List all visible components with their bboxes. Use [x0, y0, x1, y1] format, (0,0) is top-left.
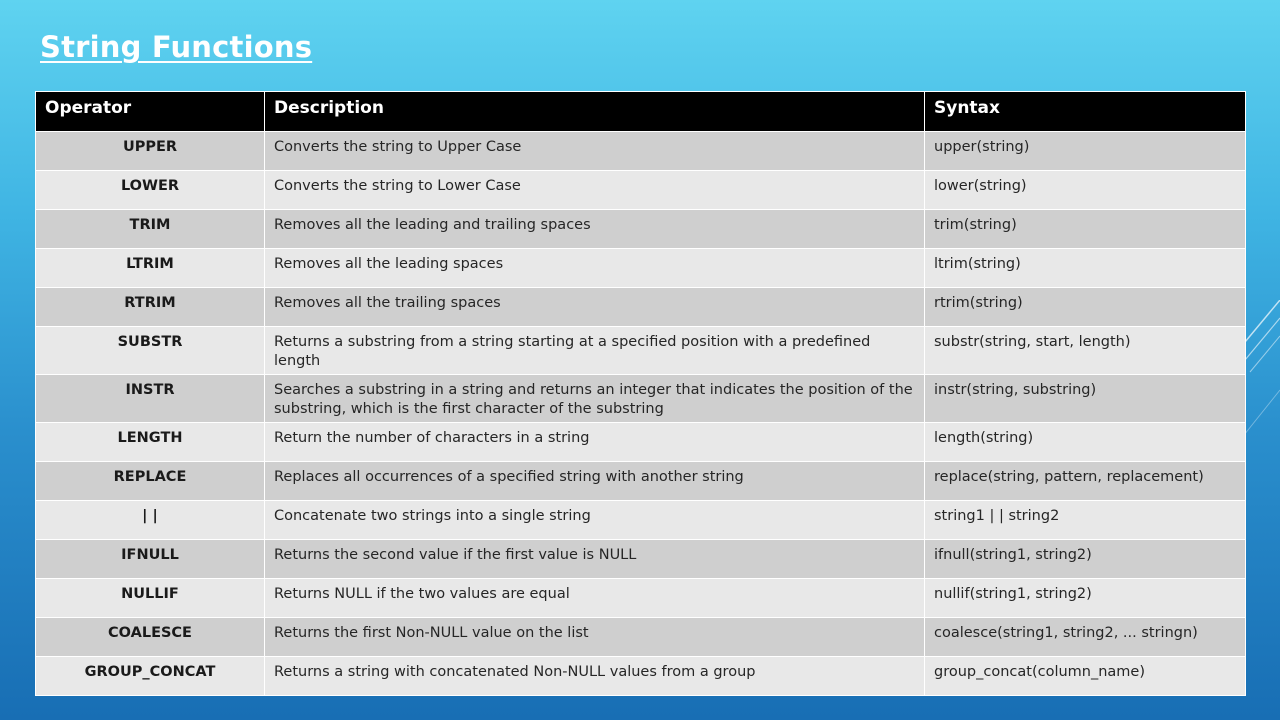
- syntax-cell: upper(string): [925, 132, 1246, 171]
- table-row: [36, 249, 1246, 288]
- syntax-cell: replace(string, pattern, replacement): [925, 462, 1246, 501]
- operator-cell: GROUP_CONCAT: [36, 657, 265, 696]
- operator-cell: NULLIF: [36, 579, 265, 618]
- table-row: [36, 288, 1246, 327]
- syntax-cell: string1 | | string2: [925, 501, 1246, 540]
- syntax-cell: group_concat(column_name): [925, 657, 1246, 696]
- description-cell: Returns a substring from a string starting at a specified position with a predefined length: [265, 327, 925, 375]
- syntax-cell: ifnull(string1, string2): [925, 540, 1246, 579]
- description-cell: Searches a substring in a string and returns an integer that indicates the position of the substring, which is the first character of the substring: [265, 375, 925, 423]
- description-cell: Returns NULL if the two values are equal: [265, 579, 925, 618]
- syntax-cell: instr(string, substring): [925, 375, 1246, 423]
- description-cell: Converts the string to Lower Case: [265, 171, 925, 210]
- description-cell: Returns the second value if the first value is NULL: [265, 540, 925, 579]
- string-functions-table: [35, 91, 1246, 696]
- operator-cell: REPLACE: [36, 462, 265, 501]
- syntax-cell: trim(string): [925, 210, 1246, 249]
- operator-cell: LENGTH: [36, 423, 265, 462]
- header-operator: Operator: [36, 92, 265, 132]
- operator-cell: SUBSTR: [36, 327, 265, 375]
- table-row: [36, 327, 1246, 375]
- table-row: [36, 540, 1246, 579]
- table-row: [36, 171, 1246, 210]
- operator-cell: COALESCE: [36, 618, 265, 657]
- operator-cell: LTRIM: [36, 249, 265, 288]
- description-cell: Removes all the leading spaces: [265, 249, 925, 288]
- operator-cell: IFNULL: [36, 540, 265, 579]
- operator-cell: TRIM: [36, 210, 265, 249]
- operator-cell: RTRIM: [36, 288, 265, 327]
- table-row: [36, 132, 1246, 171]
- syntax-cell: nullif(string1, string2): [925, 579, 1246, 618]
- description-cell: Return the number of characters in a string: [265, 423, 925, 462]
- header-description: Description: [265, 92, 925, 132]
- description-cell: Converts the string to Upper Case: [265, 132, 925, 171]
- slide-title: String Functions: [40, 30, 313, 64]
- table-row: [36, 462, 1246, 501]
- table-header: [36, 92, 1246, 132]
- syntax-cell: coalesce(string1, string2, ... stringn): [925, 618, 1246, 657]
- table-row: [36, 501, 1246, 540]
- description-cell: Replaces all occurrences of a specified string with another string: [265, 462, 925, 501]
- description-cell: Returns the first Non-NULL value on the list: [265, 618, 925, 657]
- table-row: [36, 375, 1246, 423]
- table-row: [36, 579, 1246, 618]
- header-syntax: Syntax: [925, 92, 1246, 132]
- syntax-cell: length(string): [925, 423, 1246, 462]
- table-body: [36, 132, 1246, 696]
- syntax-cell: lower(string): [925, 171, 1246, 210]
- header-row: [36, 92, 1246, 132]
- syntax-cell: substr(string, start, length): [925, 327, 1246, 375]
- description-cell: Removes all the leading and trailing spaces: [265, 210, 925, 249]
- operator-cell: UPPER: [36, 132, 265, 171]
- table-row: [36, 618, 1246, 657]
- operator-cell: | |: [36, 501, 265, 540]
- syntax-cell: rtrim(string): [925, 288, 1246, 327]
- description-cell: Concatenate two strings into a single string: [265, 501, 925, 540]
- description-cell: Removes all the trailing spaces: [265, 288, 925, 327]
- operator-cell: INSTR: [36, 375, 265, 423]
- operator-cell: LOWER: [36, 171, 265, 210]
- table-row: [36, 657, 1246, 696]
- table-row: [36, 423, 1246, 462]
- description-cell: Returns a string with concatenated Non-NULL values from a group: [265, 657, 925, 696]
- syntax-cell: ltrim(string): [925, 249, 1246, 288]
- table-row: [36, 210, 1246, 249]
